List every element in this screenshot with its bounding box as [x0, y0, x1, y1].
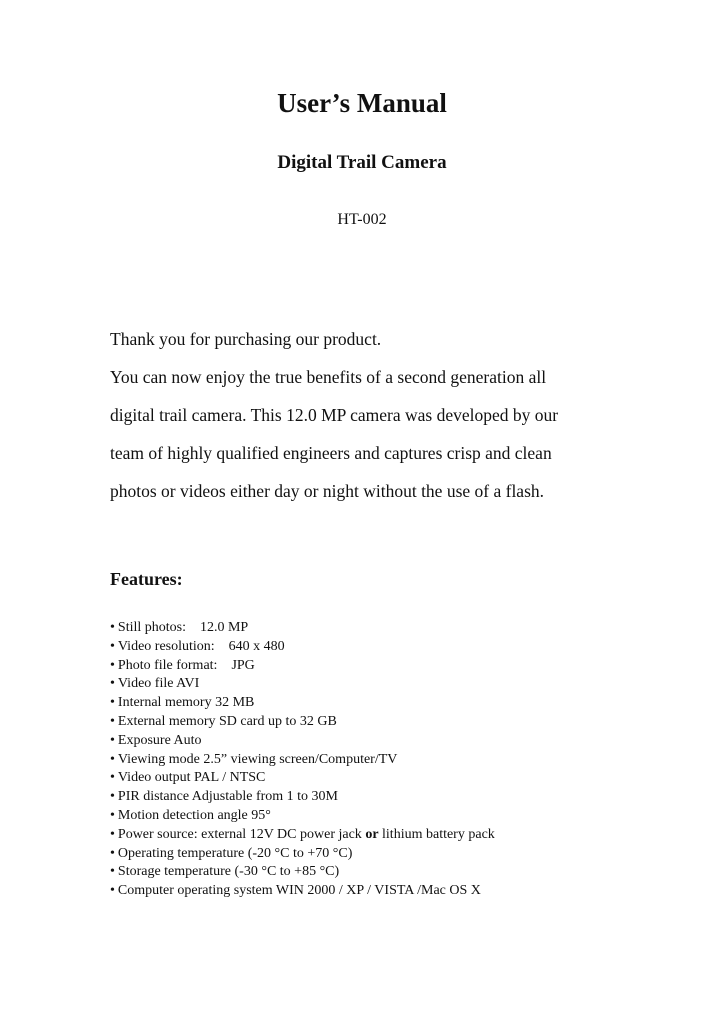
bullet-icon: • [110, 807, 115, 823]
features-heading: Features: [110, 569, 183, 589]
intro-line: team of highly qualified engineers and captures crisp and clean [110, 443, 552, 463]
feature-text: Exposure Auto [117, 732, 202, 748]
feature-item [110, 713, 495, 732]
document-title: User’s Manual [277, 88, 447, 118]
feature-text: Still photos: 12.0 MP [117, 620, 249, 635]
feature-text: Video resolution: 640 x 480 [117, 638, 285, 654]
bullet-icon: • [110, 845, 115, 861]
feature-text: Operating temperature (-20 °C to +70 °C) [117, 845, 353, 861]
feature-item [110, 675, 495, 694]
model-number: HT-002 [337, 211, 387, 228]
feature-text: External memory SD card up to 32 GB [117, 713, 337, 729]
feature-item [110, 863, 495, 882]
bullet-icon: • [110, 789, 115, 805]
bullet-icon: • [110, 713, 115, 729]
intro-line: You can now enjoy the true benefits of a second generation all [110, 367, 547, 387]
feature-item [110, 751, 495, 770]
bullet-icon: • [110, 826, 115, 842]
feature-item [110, 788, 495, 807]
feature-item [110, 845, 495, 864]
bullet-icon: • [110, 883, 115, 899]
feature-text: Computer operating system WIN 2000 / XP / VISTA /Mac OS X [117, 883, 481, 899]
feature-item [110, 694, 495, 713]
intro-paragraph [110, 320, 610, 510]
feature-text: Photo file format: JPG [117, 657, 255, 673]
feature-text: Power source: external 12V DC power jack [117, 826, 366, 842]
bullet-icon: • [110, 732, 115, 748]
bullet-icon: • [110, 864, 115, 880]
features-list [110, 619, 495, 901]
feature-text: Internal memory 32 MB [117, 695, 255, 711]
intro-line: photos or videos either day or night without the use of a flash. [110, 481, 545, 501]
feature-item [110, 807, 495, 826]
intro-line: digital trail camera. This 12.0 MP camera was developed by our [110, 405, 559, 425]
feature-item [110, 657, 495, 676]
bullet-icon: • [110, 751, 115, 767]
feature-text: PIR distance Adjustable from 1 to 30M [117, 789, 338, 805]
feature-text: lithium battery pack [378, 826, 495, 842]
feature-text: Motion detection angle 95° [117, 807, 271, 823]
feature-item-power [110, 826, 495, 845]
feature-item [110, 619, 495, 638]
bullet-icon: • [110, 676, 115, 692]
feature-text: Video output PAL / NTSC [117, 770, 266, 786]
feature-item [110, 882, 495, 901]
feature-text: Storage temperature (-30 °C to +85 °C) [117, 864, 340, 880]
bullet-icon: • [110, 770, 115, 786]
bullet-icon: • [110, 638, 115, 654]
feature-emphasis: or [365, 826, 379, 842]
bullet-icon: • [110, 695, 115, 711]
intro-line: Thank you for purchasing our product. [110, 329, 382, 349]
feature-text: Viewing mode 2.5” viewing screen/Computer/TV [117, 751, 398, 767]
feature-item [110, 732, 495, 751]
feature-item [110, 638, 495, 657]
bullet-icon: • [110, 657, 115, 673]
document-subtitle: Digital Trail Camera [277, 152, 447, 173]
feature-text: Video file AVI [117, 676, 200, 692]
feature-item [110, 769, 495, 788]
bullet-icon: • [110, 620, 115, 635]
